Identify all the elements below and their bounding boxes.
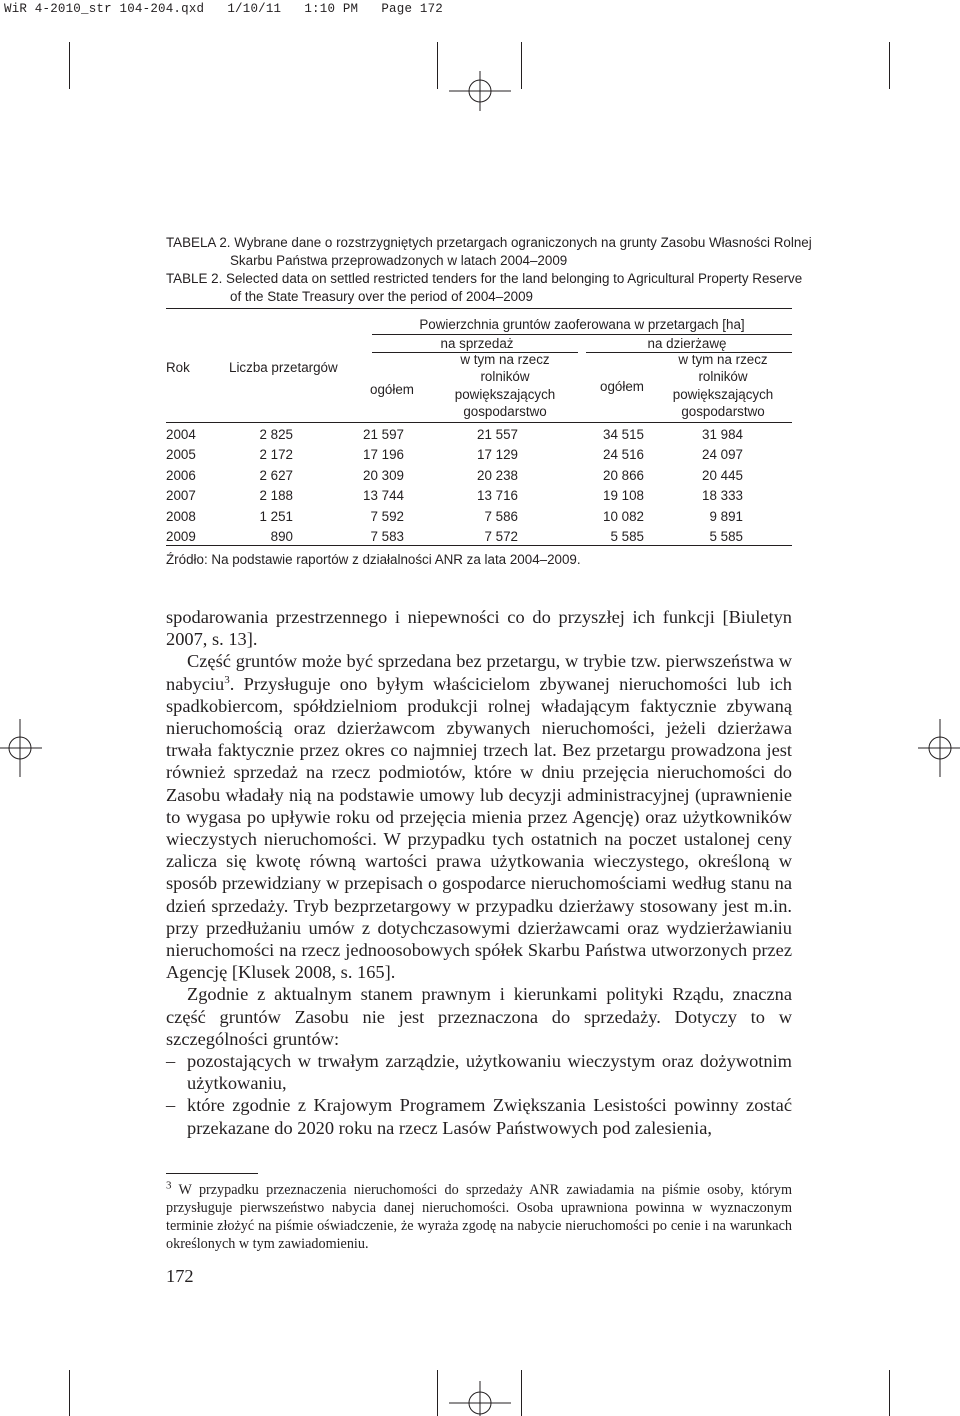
body-text [166,606,792,1139]
table-source: Źródło: Na podstawie raportów z działalności ANR za lata 2004–2009. [166,552,581,567]
table-cell-year: 2006 [166,467,196,483]
header-bottom-rule [166,422,792,423]
header-lease-farmers-2: rolników [698,369,748,384]
footnote-ref-3[interactable]: 3 [224,673,230,686]
paragraph-1: spodarowania przestrzennego i niepewności co do przyszłej ich funkcji [Biuletyn 2007, s. 13]. [166,607,792,650]
footnote-text: W przypadku przeznaczenia nieruchomości do sprzedaży ANR zawiadamia na piśmie osoby, którym przysługuje pierwszeństwo nabycia danej nieruchomości. Osoba uprawniona powinna w wyznaczonym terminie złożyć na piśmie oświadczenie, że wyraża zgodę na nabycie nieruchomości po cenie i na warunkach określonych w tym zawiadomieniu. [166,1182,792,1252]
table-cell-sale-total: 7 583 [370,529,404,544]
table-cell-count: 2 627 [259,467,293,483]
table-top-rule [166,308,792,309]
crop-mark-bottom-center-right [521,1370,522,1416]
table-cell-lease-farmers: 9 891 [709,508,743,524]
table-caption-pl-line1: TABELA 2. Wybrane dane o rozstrzygniętych przetargach ograniczonych na grunty Zasobu Własności Rolnej [166,235,812,250]
table-cell-sale-farmers: 13 716 [477,488,518,504]
header-sale-farmers-4: gospodarstwo [463,404,547,419]
table-cell-sale-total: 13 744 [363,488,404,504]
paragraph-2-part-b: . Przysługuje ono byłym właścicielom zbywanej nieruchomości lub ich spadkobiercom, spółdzielniom produkcji rolnej władającym faktycznie zbywaną nieruchomością oraz dzierżawcom zbywanych nieruchomości, jeżeli dzierżawa trwała faktycznie przez okres co najmniej trzech lat. Bez przetargu prowadzona jest również sprzedaż na rzecz podmiotów, które w dniu przejęcia nieruchomości do Zasobu władały nią na podstawie umowy lub decyzji administracyjnej (uprawnienie to wygasa po upływie roku od przejęcia mienia przez Agencję) oraz użytkowników wieczystych nieruchomości. W przypadku tych ostatnich na poczet ustalonej ceny zalicza się kwotę równą wartości prawa użytkowania wieczystego, określoną w sposób przewidziany w przepisach o gospodarce nieruchomościami według stanu na dzień sprzedaży. Tryb bezprzetargowy w przypadku dzierżawy stosowany jest m.in. przy przedłużaniu umów z dotychczasowymi dzierżawcami oraz wydzierżawianiu nieruchomości na rzecz jednoosobowych spółek Skarbu Państwa utworzonych przez Agencję [Klusek 2008, s. 165]. [166,673,792,983]
table-cell-year: 2005 [166,447,196,463]
table-cell-year: 2007 [166,488,196,504]
table-cell-sale-farmers: 7 586 [484,508,518,524]
footnote [166,1181,792,1253]
table-cell-lease-farmers: 18 333 [702,488,743,504]
header-sale-farmers-2: rolników [480,369,530,384]
table-cell-sale-total: 7 592 [370,508,404,524]
header-sale: na sprzedaż [440,336,514,351]
header-sale-farmers-1: w tym na rzecz [460,352,550,367]
registration-mark-left-icon [0,719,42,777]
crop-mark-bottom-center-left [437,1370,438,1416]
table-cell-year: 2009 [166,529,196,544]
list-dash: – [166,1051,176,1072]
table-cell-year: 2004 [166,427,196,442]
list-item-text: które zgodnie z Krajowym Programem Zwiększania Lesistości powinny zostać przekazane do 2020 roku na rzecz Lasów Państwowych pod zalesienia, [187,1095,792,1138]
table-cell-sale-total: 21 597 [363,427,404,442]
table-cell-lease-total: 19 108 [603,488,644,504]
header-sale-total: ogółem [370,382,414,397]
paragraph-2 [166,650,792,983]
table-cell-lease-total: 24 516 [603,447,644,463]
header-lease-total: ogółem [600,379,644,394]
table-cell-count: 2 172 [259,447,293,463]
slug-line: WiR 4-2010_str 104-204.qxd 1/10/11 1:10 PM Page 172 [4,2,443,16]
registration-mark-right-icon [918,719,960,777]
paragraph-2-part-a: Część gruntów może być sprzedana bez przetargu, w trybie tzw. pierwszeństwa w nabyciu [166,651,792,694]
table-cell-sale-total: 17 196 [363,447,404,463]
footnote-rule [166,1173,258,1174]
list-item [166,1094,792,1138]
header-count: Liczba przetargów [229,360,338,375]
header-sale-farmers-3: powiększających [454,387,556,402]
footnote-number: 3 [166,1179,172,1192]
table-cell-count: 2 825 [259,427,293,442]
table-caption-pl-line2: Skarbu Państwa przeprowadzonych w latach 2004–2009 [230,253,568,268]
header-lease-farmers-3: powiększających [672,387,774,402]
table-cell-count: 2 188 [259,488,293,504]
list-dash: – [166,1095,176,1116]
table-cell-lease-total: 20 866 [603,467,644,483]
crop-mark-bottom-left [69,1370,70,1416]
list-item-text: pozostających w trwałym zarządzie, użytkowaniu wieczystym oraz dożywotnim użytkowaniu, [187,1051,792,1094]
table-cell-sale-total: 20 309 [363,467,404,483]
list-item [166,1050,792,1094]
table-cell-lease-total: 5 585 [610,529,644,544]
paragraph-3: Zgodnie z aktualnym stanem prawnym i kierunkami polityki Rządu, znaczna część gruntów Zasobu nie jest przeznaczona do sprzedaży. Dotyczy to w szczególności gruntów: [166,984,792,1049]
header-area-rule [372,334,792,335]
table-caption-en-line2: of the State Treasury over the period of 2004–2009 [230,289,533,304]
table-cell-year: 2008 [166,508,196,524]
header-lease-farmers-4: gospodarstwo [681,404,765,419]
table-cell-lease-farmers: 5 585 [709,529,743,544]
table-cell-count: 890 [270,529,293,544]
header-year: Rok [166,360,190,375]
header-area: Powierzchnia gruntów zaoferowana w przetargach [ha] [419,317,745,332]
table-cell-count: 1 251 [259,508,293,524]
registration-mark-bottom-icon [449,1381,511,1416]
table-cell-lease-total: 10 082 [603,508,644,524]
table-bottom-rule [166,545,792,546]
page-number: 172 [166,1266,194,1286]
table-cell-sale-farmers: 17 129 [477,447,518,463]
table-caption-en-line1: TABLE 2. Selected data on settled restricted tenders for the land belonging to Agricultural Property Reserve [166,271,803,286]
header-lease-farmers-1: w tym na rzecz [678,352,768,367]
table-cell-lease-total: 34 515 [603,427,644,442]
crop-mark-bottom-right [889,1370,890,1416]
table-cell-sale-farmers: 20 238 [477,467,518,483]
table-cell-sale-farmers: 21 557 [477,427,518,442]
data-table [0,0,960,600]
table-cell-lease-farmers: 24 097 [702,447,743,463]
table-cell-sale-farmers: 7 572 [484,529,518,544]
table-cell-lease-farmers: 31 984 [702,427,743,442]
header-lease: na dzierżawę [647,336,727,351]
table-cell-lease-farmers: 20 445 [702,467,743,483]
